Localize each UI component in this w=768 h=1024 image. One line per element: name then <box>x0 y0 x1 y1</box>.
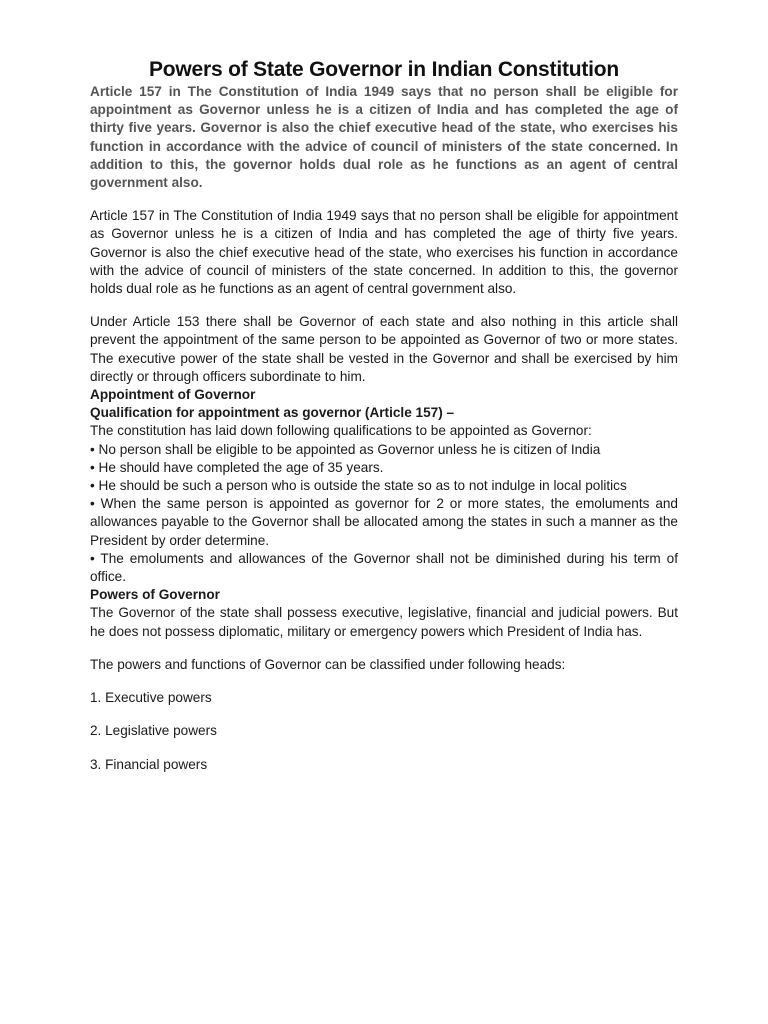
page-title: Powers of State Governor in Indian Constitution <box>148 58 620 81</box>
powers-heading: Powers of Governor <box>90 587 220 603</box>
powers-list-item-2: 2. Legislative powers <box>90 723 217 739</box>
powers-list-item-3: 3. Financial powers <box>90 756 208 772</box>
qualification-bullet-2: • He should have completed the age of 35 years. <box>90 459 384 475</box>
qualification-intro: The constitution has laid down following qualifications to be appointed as Governor: <box>90 423 592 439</box>
powers-list-item-1: 1. Executive powers <box>90 690 212 706</box>
appointment-heading: Appointment of Governor <box>90 387 256 403</box>
qualification-bullet-4: • When the same person is appointed as governor for 2 or more states, the emoluments and allowances payable to the Governor shall be allocated among the states in such a manner as the President by order determine. <box>90 496 678 548</box>
body-paragraph-2: Under Article 153 there shall be Governor of each state and also nothing in this article shall prevent the appointment of the same person to be appointed as Governor of two or more states. The executive power of the state shall be vested in the Governor and shall be exercised by him directly or through officers subordinate to him. <box>90 314 678 384</box>
document-page <box>90 56 678 774</box>
powers-classification: The powers and functions of Governor can be classified under following heads: <box>90 656 566 672</box>
qualification-bullet-1: • No person shall be eligible to be appointed as Governor unless he is citizen of India <box>90 441 601 457</box>
qualification-subheading: Qualification for appointment as governor (Article 157) – <box>90 405 455 421</box>
body-paragraph-1: Article 157 in The Constitution of India 1949 says that no person shall be eligible for appointment as Governor unless he is a citizen of India and has completed the age of thirty five years. Governor is also the chief executive head of the state, who exercises his function in accordance with the advice of council of ministers of the state concerned. In addition to this, the governor holds dual role as he functions as an agent of central government also. <box>90 208 678 297</box>
powers-intro: The Governor of the state shall possess executive, legislative, financial and judicial powers. But he does not possess diplomatic, military or emergency powers which President of India has. <box>90 605 678 639</box>
summary-paragraph: Article 157 in The Constitution of India 1949 says that no person shall be eligible for appointment as Governor unless he is a citizen of India and has completed the age of thirty five years. Governor is also the chief executive head of the state, who exercises his function in accordance with the advice of council of ministers of the state concerned. In addition to this, the governor holds dual role as he functions as an agent of central government also. <box>90 84 678 191</box>
qualification-bullet-3: • He should be such a person who is outside the state so as to not indulge in local politics <box>90 478 627 494</box>
qualification-bullet-5: • The emoluments and allowances of the Governor shall not be diminished during his term of office. <box>90 550 678 585</box>
